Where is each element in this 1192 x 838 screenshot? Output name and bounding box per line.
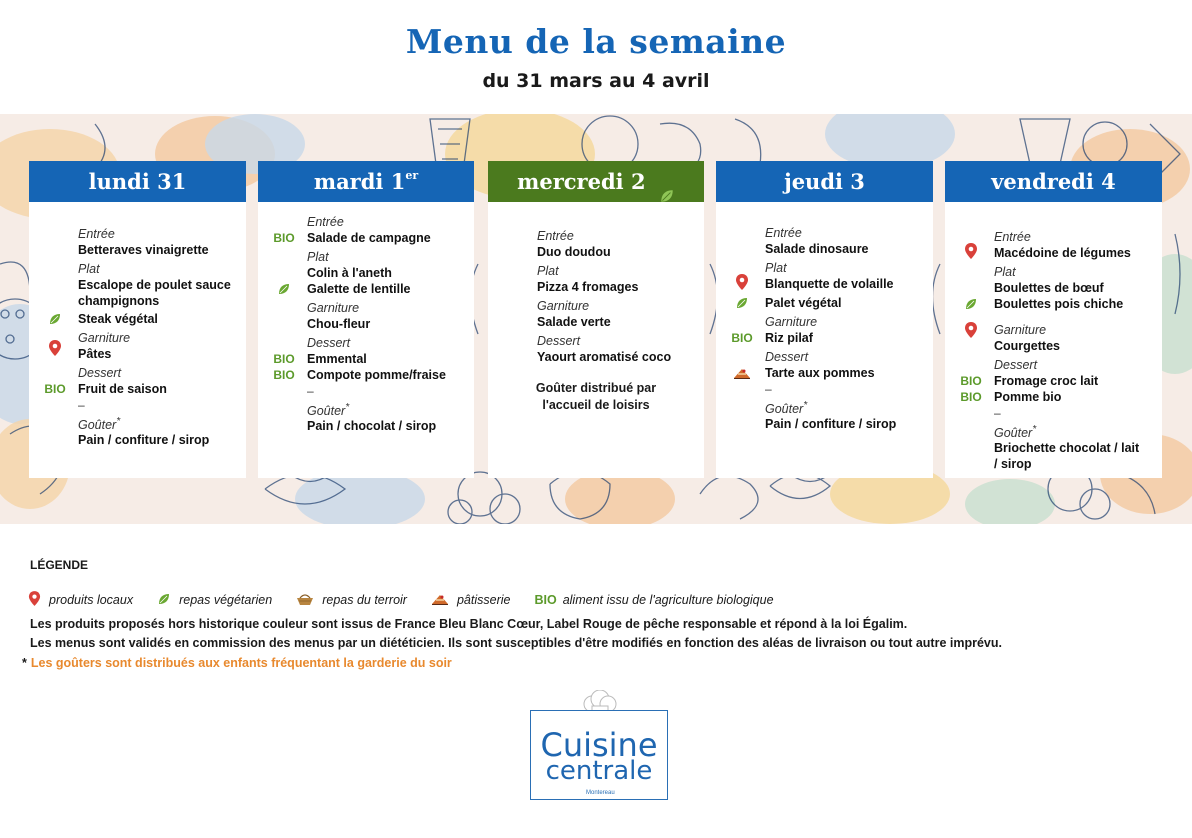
legend-item-bio: BIO aliment issu de l'agriculture biologique	[534, 593, 774, 607]
separator-dash: –	[307, 384, 314, 398]
dish-plat-alt: Boulettes pois chiche	[994, 297, 1156, 313]
separator-dash: –	[78, 398, 85, 412]
legend-item-terroir: repas du terroir	[296, 592, 407, 609]
leaf-icon	[659, 176, 675, 192]
dish-dessert: BIO Fromage croc lait	[994, 374, 1156, 390]
course-label-plat: Plat	[307, 250, 329, 264]
pastry-icon	[725, 366, 759, 384]
legend	[28, 590, 798, 610]
gouter-footnote: * Les goûters sont distribués aux enfants fréquentant la garderie du soir	[22, 656, 452, 670]
dish-garniture: Pâtes	[78, 347, 240, 363]
course-label-plat: Plat	[537, 264, 559, 278]
location-pin-icon	[28, 590, 41, 610]
day-card-mercredi	[488, 161, 704, 478]
dish-gouter: Pain / confiture / sirop	[78, 433, 210, 448]
bio-badge: BIO	[44, 382, 66, 396]
location-pin-icon	[38, 339, 72, 361]
dish-plat: Blanquette de volaille	[765, 277, 927, 293]
course-label-dessert: Dessert	[307, 336, 351, 350]
dish-gouter: Pain / confiture / sirop	[765, 417, 897, 432]
day-card-lundi	[29, 161, 246, 478]
leaf-icon	[38, 312, 72, 330]
dish-dessert-2: BIO Compote pomme/fraise	[307, 368, 468, 384]
leaf-icon	[954, 297, 988, 315]
day-card-mardi	[258, 161, 474, 478]
dish-entree: Duo doudou	[537, 245, 611, 259]
legend-item-patisserie: pâtisserie	[431, 592, 511, 609]
bio-badge: BIO	[273, 352, 295, 366]
course-label-dessert: Dessert	[537, 334, 581, 348]
logo-small-text: Montereau	[586, 790, 615, 796]
dish-dessert: BIO Emmental	[307, 352, 468, 368]
bio-badge: BIO	[960, 390, 982, 404]
separator-dash: –	[765, 382, 772, 396]
day-header-mercredi: mercredi 2	[488, 161, 704, 202]
dish-garniture: Salade verte	[537, 315, 611, 329]
basket-icon	[296, 592, 314, 609]
dish-gouter: Pain / chocolat / sirop	[307, 419, 437, 434]
dish-plat-line1: Escalope de poulet sauce	[78, 278, 231, 292]
legend-item-vegetarian: repas végétarien	[157, 592, 272, 609]
info-line-2: Les menus sont validés en commission des menus par un diététicien. Ils sont susceptibles d'être modifiés en fonction des aléas de livraison ou tout autre imprévu.	[30, 636, 1002, 650]
day-header-vendredi: vendredi 4	[945, 161, 1162, 202]
course-label-plat: Plat	[994, 265, 1016, 279]
legend-title: LÉGENDE	[30, 558, 89, 572]
day-card-jeudi	[716, 161, 933, 478]
day-header-jeudi: jeudi 3	[716, 161, 933, 202]
course-label-garniture: Garniture	[765, 315, 818, 329]
day-header-lundi: lundi 31	[29, 161, 246, 202]
legend-item-local: produits locaux	[28, 590, 133, 610]
course-label-garniture: Garniture	[78, 331, 131, 345]
dish-dessert: Yaourt aromatisé coco	[537, 350, 672, 364]
dish-garniture: Courgettes	[994, 339, 1060, 353]
location-pin-icon	[954, 242, 988, 264]
course-label-entree: Entrée	[765, 226, 802, 240]
bio-badge: BIO	[273, 231, 295, 245]
dish-plat: Boulettes de bœuf	[994, 281, 1104, 295]
bio-badge: BIO	[534, 593, 557, 607]
logo-text-line2: centrale	[545, 756, 653, 786]
dish-dessert-2: BIO Pomme bio	[994, 390, 1156, 406]
bio-badge: BIO	[960, 374, 982, 388]
cuisine-centrale-logo	[528, 690, 670, 802]
bio-badge: BIO	[731, 331, 753, 345]
dish-gouter-line1: Briochette chocolat / lait	[994, 441, 1140, 456]
dish-plat-line2: champignons	[78, 294, 160, 308]
dish-dessert: Tarte aux pommes	[765, 366, 927, 382]
logo-text-line1: Cuisine	[540, 726, 658, 764]
day-card-vendredi	[945, 161, 1162, 478]
separator-dash: –	[994, 406, 1001, 420]
leaf-icon	[157, 592, 171, 609]
dish-plat-alt: Steak végétal	[78, 312, 240, 328]
dish-plat: Pizza 4 fromages	[537, 280, 639, 294]
dish-garniture: Chou-fleur	[307, 317, 371, 331]
course-label-garniture: Garniture	[994, 323, 1156, 339]
pastry-icon	[431, 592, 449, 609]
dish-entree: Macédoine de légumes	[994, 246, 1156, 262]
dish-entree: BIO Salade de campagne	[307, 231, 468, 247]
dish-entree: Salade dinosaure	[765, 242, 869, 256]
course-label-dessert: Dessert	[765, 350, 809, 364]
location-pin-icon	[954, 321, 988, 343]
course-label-entree: Entrée	[537, 229, 574, 243]
info-line-1: Les produits proposés hors historique couleur sont issus de France Bleu Blanc Cœur, Label Rouge de pêche responsable et répond à la loi Égalim.	[30, 617, 908, 631]
course-label-entree: Entrée	[994, 230, 1031, 244]
dish-dessert: BIO Fruit de saison	[78, 382, 240, 398]
course-label-entree: Entrée	[307, 215, 344, 229]
course-label-gouter: Goûter*	[307, 402, 350, 419]
dish-entree: Betteraves vinaigrette	[78, 243, 209, 257]
dish-plat-alt: Galette de lentille	[307, 282, 468, 298]
bio-badge: BIO	[273, 368, 295, 382]
course-label-garniture: Garniture	[307, 301, 360, 315]
dish-gouter-line2: / sirop	[994, 457, 1032, 472]
location-pin-icon	[725, 273, 759, 295]
page-title: Menu de la semaine	[405, 22, 787, 61]
course-label-entree: Entrée	[78, 227, 115, 241]
course-label-gouter: Goûter*	[78, 416, 121, 433]
course-label-garniture: Garniture	[537, 299, 590, 313]
dish-garniture: BIO Riz pilaf	[765, 331, 927, 347]
course-label-dessert: Dessert	[78, 366, 122, 380]
leaf-icon	[267, 282, 301, 300]
course-label-dessert: Dessert	[994, 358, 1038, 372]
dish-plat: Colin à l'aneth	[307, 266, 392, 280]
course-label-plat: Plat	[78, 262, 100, 276]
leaf-icon	[725, 296, 759, 314]
dish-plat-alt: Palet végétal	[765, 296, 927, 312]
day-header-mardi: mardi 1er	[258, 161, 474, 202]
gouter-note-line2: l'accueil de loisirs	[542, 398, 650, 412]
course-label-gouter: Goûter*	[994, 424, 1037, 441]
course-label-plat: Plat	[765, 261, 787, 275]
page-subtitle: du 31 mars au 4 avril	[482, 70, 710, 92]
course-label-gouter: Goûter*	[765, 400, 808, 417]
gouter-note-line1: Goûter distribué par	[535, 381, 657, 395]
